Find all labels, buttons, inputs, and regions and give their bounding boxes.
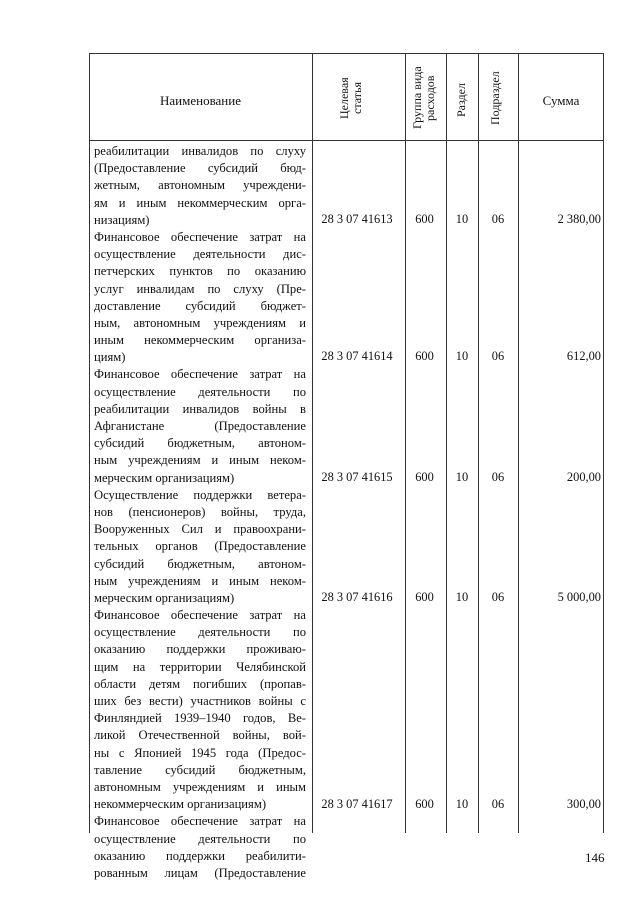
description-line: оказанию поддержки реабилити- [94,848,306,863]
cell-sum: 2 380,00 [557,211,601,226]
description-line: ным, автономным учреждениям и [94,315,306,330]
col-border [89,53,90,833]
description-line: ликой Отечественной войны, вой- [94,728,306,743]
header-sum: Сумма [542,93,580,108]
header-code: Целевая статья [337,77,364,119]
description-line: (Предоставление субсидий бюд- [94,161,306,176]
description-line: услуг инвалидам по слуху (Пре- [94,281,306,296]
description-line: осуществление деятельности по [94,384,306,399]
cell-group: 600 [415,211,434,226]
cell-group: 600 [415,796,434,811]
description-line: Вооруженных Сил и правоохрани- [94,522,306,537]
col-border [405,53,406,833]
cell-sum: 300,00 [566,796,601,811]
cell-section: 10 [455,469,469,484]
col-border [603,53,604,833]
cell-section: 10 [455,796,469,811]
description-line: Афганистане (Предоставление [94,419,306,433]
cell-code: 28 3 07 41616 [321,590,393,605]
col-border [518,53,519,833]
cell-code: 28 3 07 41615 [321,469,393,484]
description-line: осуществление деятельности дис- [94,247,306,262]
description-line: автономным учреждениям и иным [94,779,306,794]
cell-subsection: 06 [491,590,505,605]
cell-subsection: 06 [491,349,505,364]
cell-code: 28 3 07 41613 [321,211,393,226]
description-line: ным учреждениям и иным неком- [94,573,306,588]
description-line: области детям погибших (пропав- [94,676,306,691]
description-line: субсидий бюджетным, автоном- [94,436,306,451]
col-border [478,53,479,833]
description-line: субсидий бюджетным, автоном- [94,556,306,571]
cell-group: 600 [415,590,434,605]
description-line: реабилитации инвалидов войны в [94,401,306,416]
description-line: Финансовое обеспечение затрат на [94,608,306,623]
cell-section: 10 [455,211,469,226]
description-line: рованным лицам (Предоставление [94,865,306,880]
description-line: оказанию поддержки проживаю- [94,642,306,657]
description-line: Финансовое обеспечение затрат на [94,367,306,382]
description-line: петчерских пунктов по оказанию [94,264,306,279]
description-line: циям) [94,350,126,365]
description-line: мерческим организациям) [94,590,235,605]
description-line: некоммерческим организациям) [94,797,267,812]
description-line: Финансовое обеспечение затрат на [94,229,306,244]
page-number: 146 [585,850,605,865]
cell-subsection: 06 [491,211,505,226]
description-column [94,143,306,882]
header-section: Раздел [454,83,468,117]
description-line: щим на территории Челябинской [94,659,306,674]
table-top-border [89,53,604,54]
cell-subsection: 06 [491,796,505,811]
description-line: реабилитации инвалидов по слуху [94,144,306,158]
description-line: низациям) [94,212,150,227]
description-line: Осуществление поддержки ветера- [94,487,306,502]
cell-sum: 200,00 [566,469,601,484]
cell-group: 600 [415,349,434,364]
cell-group: 600 [415,469,434,484]
description-line: ям и иным некоммерческим орга- [94,195,306,210]
description-line: нов (пенсионеров) войны, труда, [94,504,306,519]
budget-table [89,53,604,880]
cell-code: 28 3 07 41617 [321,796,393,811]
header-name: Наименование [160,93,241,108]
description-line: тельных органов (Предоставление [94,539,306,554]
cell-subsection: 06 [491,469,505,484]
col-border [312,53,313,833]
description-line: ным учреждениям и иным неком- [94,453,306,468]
description-line: иным некоммерческим организа- [94,333,306,348]
description-line: жетным, автономным учреждени- [94,178,306,193]
header-group: Группа вида расходов [410,66,437,130]
description-line: мерческим организациям) [94,470,235,485]
description-line: доставление субсидий бюджет- [94,298,306,313]
cell-section: 10 [455,590,469,605]
cell-sum: 5 000,00 [557,590,601,605]
header-bottom-border [89,140,604,141]
description-line: ны с Японией 1945 года (Предос- [94,745,306,760]
description-line: тавление субсидий бюджетным, [94,762,306,777]
cell-section: 10 [455,349,469,364]
description-line: осуществление деятельности по [94,831,306,846]
cell-code: 28 3 07 41614 [321,349,393,364]
description-line: Финансовое обеспечение затрат на [94,814,306,829]
header-subsection: Подраздел [488,71,502,125]
cell-sum: 612,00 [566,349,601,364]
description-line: ших без вести) участников войны с [94,694,306,708]
description-line: осуществление деятельности по [94,625,306,640]
col-border [446,53,447,833]
description-line: Финляндией 1939–1940 годов, Ве- [94,711,306,726]
